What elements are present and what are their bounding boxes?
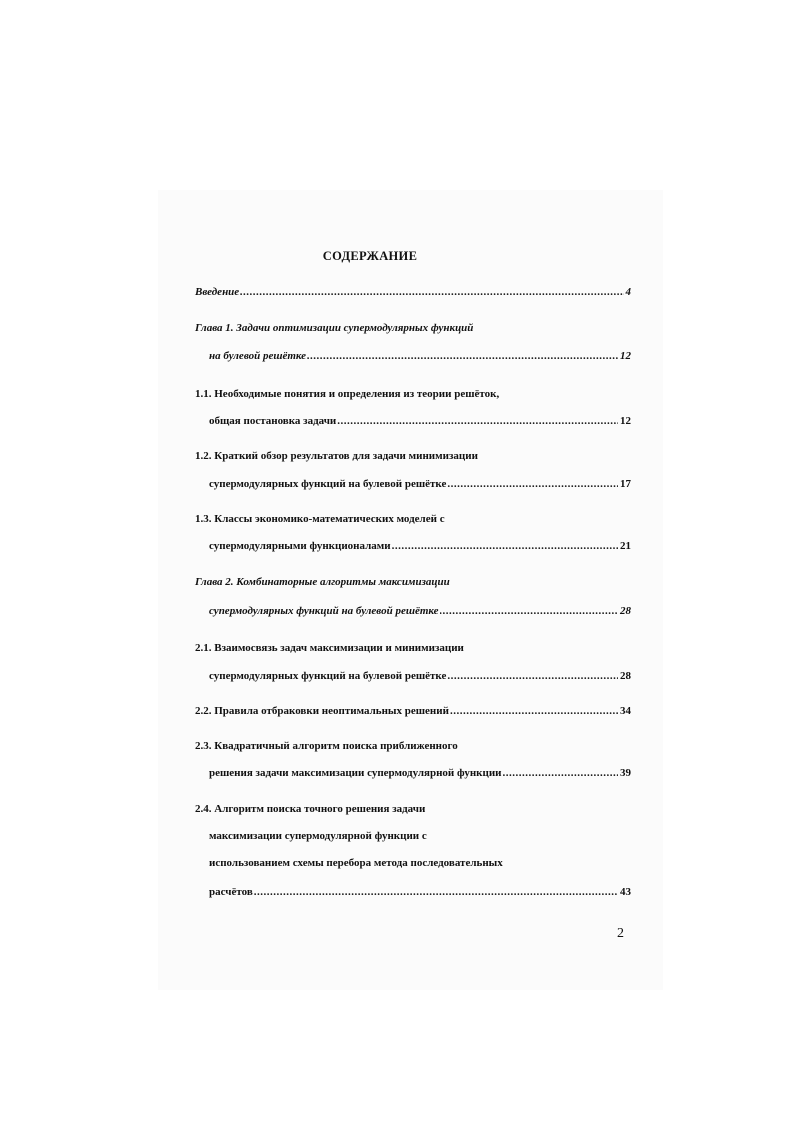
toc-entry-text: 2.1. Взаимосвязь задач максимизации и минимизации <box>195 642 464 654</box>
toc-entry-page: 17 <box>620 478 631 490</box>
toc-entry-text: использованием схемы перебора метода последовательных <box>209 857 503 869</box>
toc-entry-chapter-2-cont[interactable] <box>209 605 631 621</box>
toc-entry-text: 2.4. Алгоритм поиска точного решения задачи <box>195 803 426 815</box>
toc-entry-chapter-2[interactable] <box>195 576 450 592</box>
toc-entry-text: решения задачи максимизации супермодулярной функции <box>209 767 502 779</box>
toc-entry-1-2-cont[interactable] <box>209 478 631 494</box>
toc-entry-text: Глава 2. Комбинаторные алгоритмы максимизации <box>195 576 450 588</box>
leader-dots <box>447 670 618 682</box>
toc-entry-2-3-cont[interactable] <box>209 767 631 783</box>
toc-entry-text: 1.2. Краткий обзор результатов для задачи минимизации <box>195 450 478 462</box>
toc-entry-page: 39 <box>620 767 631 779</box>
page-number: 2 <box>617 926 624 941</box>
toc-entry-text: 1.1. Необходимые понятия и определения из теории решёток, <box>195 388 500 400</box>
toc-entry-text: максимизации супермодулярной функции с <box>209 830 427 842</box>
leader-dots <box>307 350 618 362</box>
toc-entry-text: Введение <box>195 286 240 298</box>
toc-entry-2-1-cont[interactable] <box>209 670 631 686</box>
toc-entry-2-4-cont-1[interactable] <box>209 830 427 846</box>
toc-entry-text: расчётов <box>209 886 253 898</box>
toc-entry-page: 43 <box>620 886 631 898</box>
toc-entry-intro[interactable] <box>195 286 631 302</box>
toc-entry-text: Глава 1. Задачи оптимизации супермодулярных функций <box>195 322 474 334</box>
toc-entry-page: 12 <box>620 350 631 362</box>
toc-entry-page: 12 <box>620 415 631 427</box>
toc-entry-1-3-cont[interactable] <box>209 540 631 556</box>
toc-entry-text: общая постановка задачи <box>209 415 337 427</box>
toc-entry-1-3[interactable] <box>195 513 445 529</box>
toc-entry-text: 2.2. Правила отбраковки неоптимальных решений <box>195 705 449 717</box>
toc-entry-1-2[interactable] <box>195 450 478 466</box>
toc-entry-page: 28 <box>620 670 631 682</box>
leader-dots <box>254 886 618 898</box>
leader-dots <box>240 286 623 298</box>
toc-entry-chapter-1[interactable] <box>195 322 473 338</box>
toc-entry-2-2[interactable] <box>195 705 631 721</box>
toc-entry-2-3[interactable] <box>195 740 458 756</box>
toc-entry-chapter-1-cont[interactable] <box>209 350 631 366</box>
toc-entry-text: 2.3. Квадратичный алгоритм поиска приближенного <box>195 740 458 752</box>
toc-entry-text: супермодулярных функций на булевой решётке <box>209 478 447 490</box>
toc-entry-text: на булевой решётке <box>209 350 307 362</box>
toc-entry-page: 28 <box>620 605 631 617</box>
toc-entry-2-1[interactable] <box>195 642 464 658</box>
toc-heading: СОДЕРЖАНИЕ <box>322 249 418 263</box>
leader-dots <box>447 478 618 490</box>
leader-dots <box>337 415 618 427</box>
toc-entry-page: 21 <box>620 540 631 552</box>
toc-entry-2-4-cont-2[interactable] <box>209 857 503 873</box>
leader-dots <box>503 767 618 779</box>
toc-entry-page: 4 <box>625 286 631 298</box>
toc-entry-text: 1.3. Классы экономико-математических моделей с <box>195 513 445 525</box>
toc-entry-2-4-cont-3[interactable] <box>209 886 631 902</box>
leader-dots <box>392 540 618 552</box>
toc-entry-text: супермодулярных функций на булевой решётке <box>209 670 447 682</box>
toc-entry-page: 34 <box>620 705 631 717</box>
toc-entry-1-1[interactable] <box>195 388 499 404</box>
toc-entry-1-1-cont[interactable] <box>209 415 631 431</box>
leader-dots <box>450 705 618 717</box>
toc-entry-2-4[interactable] <box>195 803 425 819</box>
leader-dots <box>440 605 618 617</box>
toc-entry-text: супермодулярных функций на булевой решётке <box>209 605 439 617</box>
toc-entry-text: супермодулярными функционалами <box>209 540 391 552</box>
